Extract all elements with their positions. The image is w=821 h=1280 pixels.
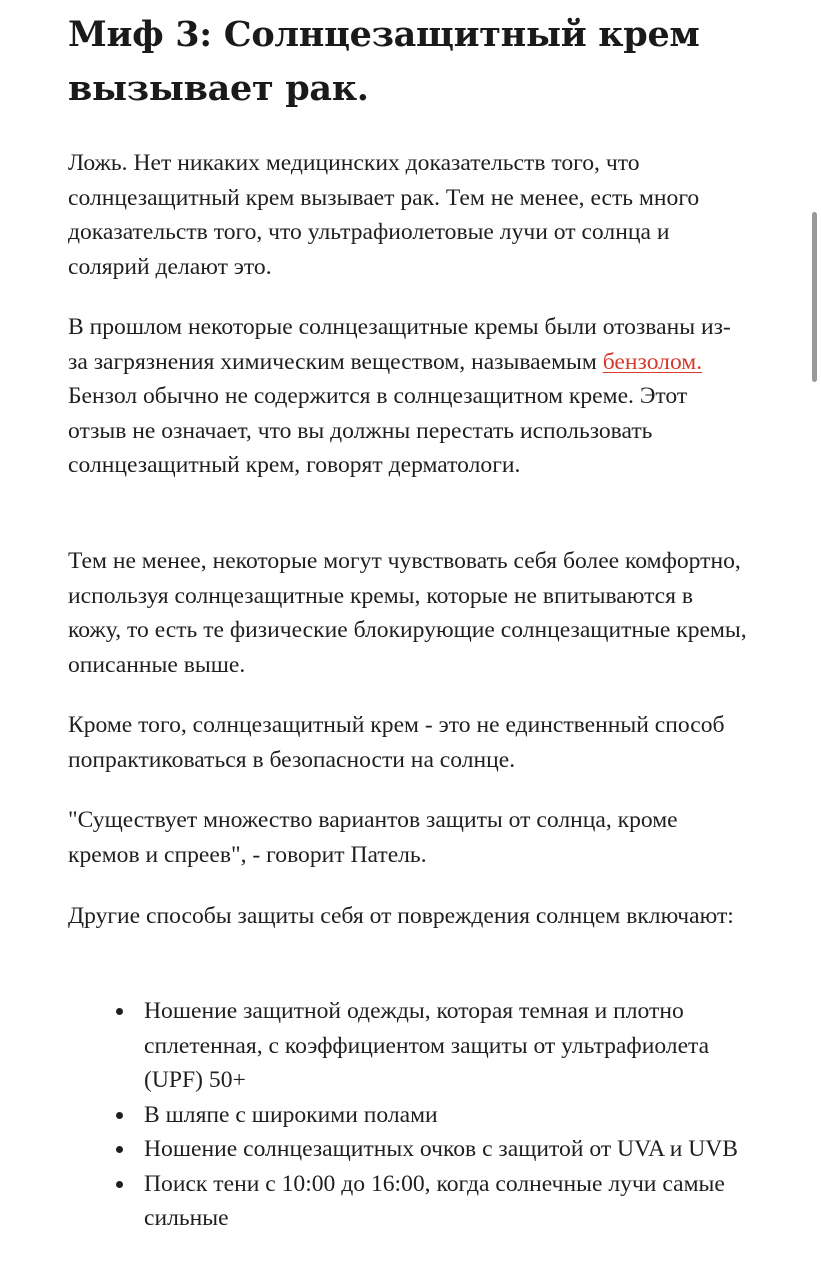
list-item-text: В шляпе с широкими полами [144,1101,438,1128]
paragraph-2-text-before: В прошлом некоторые солнцезащитные кремы были отозваны из-за загрязнения химическим веществом, называемым [68,314,731,375]
list-item [68,1098,748,1133]
paragraph-4: Кроме того, солнцезащитный крем - это не единственный способ попрактиковаться в безопасности на солнце. [68,712,725,773]
paragraph-2-text-after: Бензол обычно не содержится в солнцезащитном креме. Этот отзыв не означает, что вы должны перестать использовать солнцезащитный крем, говорят дерматологи. [68,383,688,478]
paragraph-6: Другие способы защиты себя от повреждения солнцем включают: [68,903,734,929]
list-item [68,1132,748,1167]
benzene-link[interactable]: бензолом. [602,348,703,375]
bullet-icon [116,1008,123,1015]
paragraph-1: Ложь. Нет никаких медицинских доказательств того, что солнцезащитный крем вызывает рак. Тем не менее, есть много доказательств того, что ультрафиолетовые лучи от солнца и солярий делают это. [68,150,700,280]
article-heading: Миф 3: Солнцезащитный крем вызывает рак. [68,14,700,109]
list-item-text: Ношение защитной одежды, которая темная и плотно сплетенная, с коэффициентом защиты от ультрафиолета (UPF) 50+ [144,998,710,1093]
list-item-text: Ношение солнцезащитных очков с защитой от UVA и UVB [144,1136,739,1162]
list-item [68,994,748,1098]
bullet-icon [116,1146,123,1153]
paragraph-2 [68,310,748,483]
list-item-text: Поиск тени с 10:00 до 16:00, когда солнечные лучи самые сильные [144,1170,725,1231]
scrollbar-thumb[interactable] [812,212,817,382]
paragraph-3: Тем не менее, некоторые могут чувствовать себя более комфортно, используя солнцезащитные кремы, которые не впитываются в кожу, то есть те физические блокирующие солнцезащитные кремы, описанные выше. [68,548,747,678]
article-body [68,0,748,1231]
quote-paragraph: "Существует множество вариантов защиты от солнца, кроме кремов и спреев", - говорит Патель. [68,807,678,868]
protection-methods-list [68,994,748,1236]
bullet-icon [116,1112,123,1119]
list-item [68,1167,748,1236]
bullet-icon [116,1181,123,1188]
